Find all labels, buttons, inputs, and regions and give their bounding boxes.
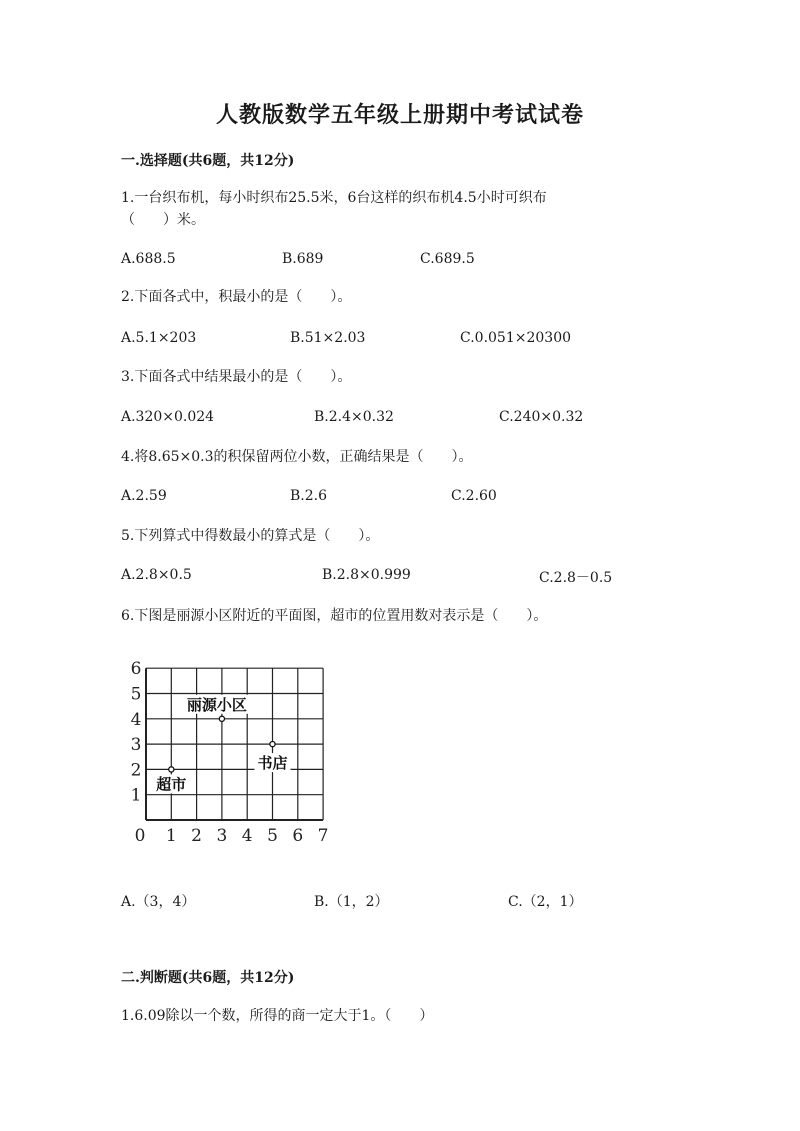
y-tick-label: 1 — [130, 785, 142, 806]
x-tick-label: 3 — [216, 826, 228, 846]
x-tick-label: 6 — [292, 826, 304, 846]
page-title: 人教版数学五年级上册期中考试试卷 — [215, 102, 584, 128]
y-tick-label: 2 — [130, 760, 142, 781]
x-tick-label: 2 — [191, 826, 203, 846]
question-6-option-c: C.（2，1） — [508, 894, 583, 910]
section-heading-choice: 一.选择题(共6题，共12分) — [121, 153, 295, 169]
question-6-option-a: A.（3，4） — [121, 894, 196, 910]
question-3 — [121, 366, 681, 388]
question-1 — [121, 187, 681, 231]
section-heading-judgement: 二.判断题(共6题，共12分) — [121, 970, 295, 986]
question-4-option-c: C.2.60 — [451, 488, 497, 504]
question-2-option-b: B.51×2.03 — [290, 330, 366, 346]
x-tick-label: 0 — [134, 826, 146, 846]
question-4-option-b: B.2.6 — [290, 488, 328, 504]
grid-map — [128, 660, 340, 846]
question-4 — [121, 446, 681, 468]
question-2 — [121, 286, 681, 308]
question-5-option-c: C.2.8－0.5 — [539, 570, 613, 586]
y-tick-label: 5 — [130, 684, 142, 705]
x-tick-label: 5 — [267, 826, 278, 846]
question-1-stem-line2: （ ）米。 — [121, 212, 205, 228]
question-3-option-b: B.2.4×0.32 — [314, 409, 394, 425]
place-label: 书店 — [257, 754, 288, 773]
y-tick-label: 3 — [130, 735, 142, 756]
x-tick-label: 7 — [317, 826, 329, 846]
question-1-option-a: A.688.5 — [121, 251, 176, 267]
place-point — [219, 716, 224, 721]
question-4-stem: 4.将8.65×0.3的积保留两位小数，正确结果是（ ）。 — [121, 449, 473, 465]
place-point — [270, 742, 275, 747]
question-2-option-c: C.0.051×20300 — [460, 330, 572, 346]
question-5-stem: 5.下列算式中得数最小的算式是（ ）。 — [121, 528, 380, 544]
judgement-question-1 — [121, 1005, 681, 1027]
question-6-stem: 6.下图是丽源小区附近的平面图，超市的位置用数对表示是（ ）。 — [121, 608, 548, 624]
question-2-option-a: A.5.1×203 — [121, 330, 197, 346]
question-2-stem: 2.下面各式中，积最小的是（ ）。 — [121, 289, 352, 305]
question-6-option-b: B.（1，2） — [314, 894, 389, 910]
question-1-stem-line1: 1.一台织布机，每小时织布25.5米，6台这样的织布机4.5小时可织布 — [121, 190, 547, 206]
question-5-option-b: B.2.8×0.999 — [322, 567, 411, 583]
question-5-option-a: A.2.8×0.5 — [121, 567, 192, 583]
question-3-stem: 3.下面各式中结果最小的是（ ）。 — [121, 369, 352, 385]
place-label: 超市 — [156, 775, 187, 794]
question-1-option-b: B.689 — [282, 251, 324, 267]
question-5 — [121, 525, 681, 547]
y-tick-label: 6 — [130, 660, 142, 680]
question-4-option-a: A.2.59 — [121, 488, 167, 504]
place-label: 丽源小区 — [186, 695, 247, 714]
judgement-question-1-stem: 1.6.09除以一个数，所得的商一定大于1。（ ） — [121, 1008, 434, 1024]
question-1-option-c: C.689.5 — [420, 251, 475, 267]
question-6 — [121, 605, 681, 627]
place-point — [169, 767, 174, 772]
x-tick-label: 1 — [165, 826, 177, 846]
question-3-option-a: A.320×0.024 — [121, 409, 215, 425]
x-tick-label: 4 — [241, 826, 253, 846]
y-tick-label: 4 — [130, 709, 142, 730]
grid-map-figure — [128, 660, 340, 846]
question-3-option-c: C.240×0.32 — [499, 409, 584, 425]
